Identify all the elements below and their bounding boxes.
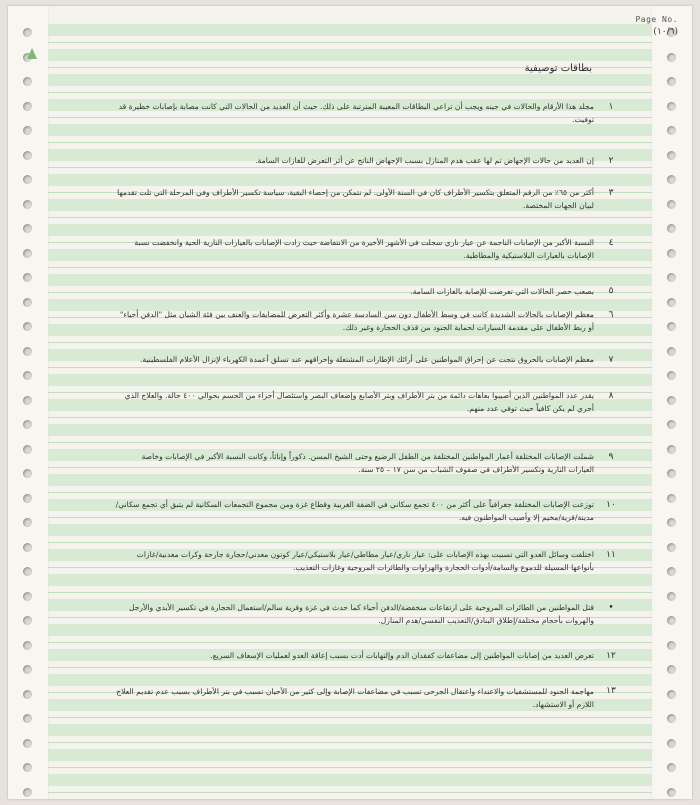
ruled-line (48, 717, 652, 718)
ruled-line (48, 92, 652, 93)
feed-hole-icon (667, 592, 676, 601)
feed-hole-icon (23, 469, 32, 478)
green-bar-band (48, 374, 652, 386)
printout-sheet (8, 6, 692, 799)
feed-hole-icon (667, 151, 676, 160)
feed-hole-icon (23, 445, 32, 454)
feed-hole-icon (667, 665, 676, 674)
item-text: تعرض العديد من إصابات المواطنين إلى مضاعفات كفقدان الدم وإلتهابات أدت بسبب إعاقة العدو لعمليات الإسعاف السريع. (210, 651, 594, 660)
feed-hole-icon (667, 567, 676, 576)
feed-hole-icon (667, 543, 676, 552)
item-number: ١ (608, 102, 614, 112)
feed-hole-icon (23, 396, 32, 405)
item-number: ٩ (608, 452, 614, 462)
ruled-line (48, 442, 652, 443)
ruled-line (48, 742, 652, 743)
ruled-line (48, 767, 652, 768)
ruled-line (48, 42, 652, 43)
feed-hole-icon (23, 175, 32, 184)
item-text: يقدر عدد المواطنين الذين أصيبوا بعاهات دائمة من بتر الأطراف وبتر الأصابع وإضعاف البصر واستئصال أجزاء من الجسم بحوالي ٤٠٠ حالة. والعلاج الذي أجري لم يكن كافياً حيث توفي عدد منهم. (124, 391, 594, 413)
feed-hole-icon (23, 224, 32, 233)
ruled-line (48, 642, 652, 643)
feed-hole-icon (667, 739, 676, 748)
feed-hole-icon (667, 494, 676, 503)
item-number: ١٣ (606, 686, 616, 696)
feed-hole-icon (667, 126, 676, 135)
item-number: ٧ (608, 355, 614, 365)
green-bar-band (48, 724, 652, 736)
triangle-mark-icon (27, 48, 37, 59)
green-bar-band (48, 274, 652, 286)
document-title: بطاقات توصيفية (524, 63, 592, 74)
ruled-line (48, 492, 652, 493)
item-number: ١٢ (606, 651, 616, 661)
feed-hole-icon (23, 347, 32, 356)
feed-hole-icon (23, 77, 32, 86)
item-text: شملت الإصابات المختلفة أعمار المواطنين المختلفة من الطفل الرضيع وحتى الشيخ المسن. ذكوراً وإناثاً، وكانت النسبة الأكبر في الإصابات وخاصة العيارات النارية وتكسير الأطراف في صفوف الشباب من سن ١٧ – ٢٥ سنة. (141, 452, 594, 474)
feed-hole-icon (667, 616, 676, 625)
ruled-line (48, 267, 652, 268)
item-text: توزعت الإصابات المختلفة جغرافياً على أكثر من ٤٠٠ تجمع سكاني في الضفة الغربية وقطاع غزة ومن مجموع التجمعات السكانية لم يتبق أي تجمع سكاني/مدينة/قرية/مخيم إلا وأصيب المواطنون فيه. (115, 500, 594, 522)
feed-hole-icon (667, 445, 676, 454)
feed-hole-icon (667, 788, 676, 797)
feed-hole-icon (667, 175, 676, 184)
feed-hole-icon (23, 665, 32, 674)
feed-hole-icon (23, 543, 32, 552)
feed-hole-icon (23, 249, 32, 258)
feed-hole-icon (23, 739, 32, 748)
green-bar-band (48, 49, 652, 61)
item-number: ٤ (608, 238, 614, 248)
item-number: • (608, 603, 614, 613)
item-text: اختلفت وسائل العدو التي تسببت بهذه الإصابات على: عيار ناري/عيار مطاطي/عيار بلاستيكي/عيار كوتون معدني/حجارة جارحة وكرات معدنية/غازات بأنواعها المسيلة للدموع والسامة/أدوات الحجارة والهراوات والطائرات المروحية وغازات التعذيب. (136, 550, 594, 572)
green-bar-band (48, 74, 652, 86)
feed-hole-icon (667, 714, 676, 723)
feed-hole-icon (23, 641, 32, 650)
feed-hole-icon (23, 298, 32, 307)
feed-hole-icon (667, 298, 676, 307)
ruled-line (48, 542, 652, 543)
green-bar-band (48, 774, 652, 786)
feed-hole-icon (23, 690, 32, 699)
ruled-line (48, 217, 652, 218)
ruled-line (48, 367, 652, 368)
item-number: ٨ (608, 391, 614, 401)
feed-hole-icon (667, 77, 676, 86)
item-text: أكثر من ٦٥٪ من الرقم المتعلق بتكسير الأطراف كان في السنة الأولى. لم نتمكن من إحصاء البقية، سياسة تكسير الأطراف وفي المرحلة التي تلت تقدمها لبيان الجهات المختصة. (117, 188, 594, 210)
item-number: ١١ (606, 550, 616, 560)
feed-hole-icon (667, 690, 676, 699)
feed-hole-icon (23, 714, 32, 723)
feed-hole-icon (667, 518, 676, 527)
feed-hole-icon (23, 567, 32, 576)
item-number: ١٠ (606, 500, 616, 510)
feed-hole-icon (23, 494, 32, 503)
feed-hole-icon (23, 102, 32, 111)
page-number-label: Page No. (635, 15, 678, 24)
ruled-line (48, 592, 652, 593)
item-text: معظم الإصابات بالحروق نتجت عن إحراق المواطنين على أرائك الإطارات المشتعلة وإحراقهم عند تسلق أعمدة الكهرباء لإنزال الأعلام الفلسطينية. (140, 355, 594, 364)
feed-hole-icon (667, 322, 676, 331)
feed-hole-icon (667, 102, 676, 111)
item-text: مجلد هذا الأرقام والحالات في جينه ويجب أن تراعي البطاقات المعيبة المترتبة على ذلك. حيث أن العديد من الحالات التي كانت مصابة بإصابات خطيرة قد توفيت. (118, 102, 594, 124)
item-text: قتل المواطنين من الطائرات المروحية على ارتفاعات منخفضة/الدفن أحياء كما حدث في غزة وقرية سالم/استعمال الحجارة في تكسير الأيدي والأرجل والهروات بأحجام مختلفة/إطلاق البنادق/التعذيب النفسي/هدم المنازل. (128, 603, 594, 625)
feed-hole-icon (667, 396, 676, 405)
feed-hole-icon (23, 616, 32, 625)
feed-hole-icon (23, 763, 32, 772)
feed-hole-icon (667, 371, 676, 380)
feed-hole-icon (23, 28, 32, 37)
item-text: معظم الإصابات بالحالات الشديدة كانت في وسط الأطفال دون سن السادسة عشرة وأكثر التعرض للمضايقات والعنف بين فئة الشبان مثل "الدفن أحياء" أو ربط الأطفال على مقدمة السيارات لحماية الجنود من قذف الحجارة وغير ذلك. (119, 310, 594, 332)
ruled-line (48, 342, 652, 343)
item-number: ٦ (608, 310, 614, 320)
item-text: إن العديد من حالات الإجهاض تم لها عقب هدم المنازل بسبب الإجهاض الناتج عن أثر التعرض للغازات السامة. (255, 156, 594, 165)
feed-hole-icon (23, 322, 32, 331)
item-text: مهاجمة الجنود للمستشفيات والاعتداء واعتقال الجرحى تسبب في مضاعفات الإصابة وإلى كثير من الأحيان تسبب في بتر الأطراف بسبب عدم تقديم العلاج اللازم أو الاستشهاد. (116, 687, 594, 709)
green-bar-band (48, 524, 652, 536)
feed-hole-icon (667, 224, 676, 233)
ruled-line (48, 792, 652, 793)
green-bar-band (48, 674, 652, 686)
feed-hole-icon (23, 788, 32, 797)
feed-hole-icon (23, 273, 32, 282)
feed-hole-icon (23, 200, 32, 209)
feed-hole-icon (23, 151, 32, 160)
feed-hole-icon (667, 347, 676, 356)
feed-hole-icon (23, 371, 32, 380)
ruled-line (48, 417, 652, 418)
green-bar-band (48, 24, 652, 36)
item-text: بصعب حصر الحالات التي تعرضت للإصابة بالغازات السامة. (410, 287, 594, 296)
green-bar-band (48, 749, 652, 761)
feed-hole-icon (667, 420, 676, 429)
feed-hole-icon (23, 518, 32, 527)
feed-hole-icon (667, 200, 676, 209)
feed-hole-icon (23, 420, 32, 429)
item-number: ٥ (608, 286, 614, 296)
page-number-handwritten: (١٠/٦) (653, 27, 678, 37)
feed-hole-icon (23, 592, 32, 601)
feed-hole-icon (667, 469, 676, 478)
tractor-feed-strip-left (8, 6, 49, 799)
ruled-line (48, 142, 652, 143)
ruled-line (48, 667, 652, 668)
feed-hole-icon (667, 249, 676, 258)
green-bar-band (48, 174, 652, 186)
tractor-feed-strip-right (651, 6, 692, 799)
feed-hole-icon (667, 53, 676, 62)
item-number: ٣ (608, 188, 614, 198)
green-bar-band (48, 224, 652, 236)
feed-hole-icon (667, 763, 676, 772)
green-bar-band (48, 424, 652, 436)
feed-hole-icon (23, 126, 32, 135)
green-bar-band (48, 574, 652, 586)
item-text: النسبة الأكبر من الإصابات الناجمة عن عيار ناري سجلت في الأشهر الأخيرة من الانتفاضة حيث زادت الإصابات بالعيارات النارية الحية وانخفضت نسبة الإصابات بالعيارات البلاستيكية والمطاطية. (134, 238, 594, 260)
item-number: ٢ (608, 156, 614, 166)
feed-hole-icon (667, 273, 676, 282)
feed-hole-icon (667, 641, 676, 650)
